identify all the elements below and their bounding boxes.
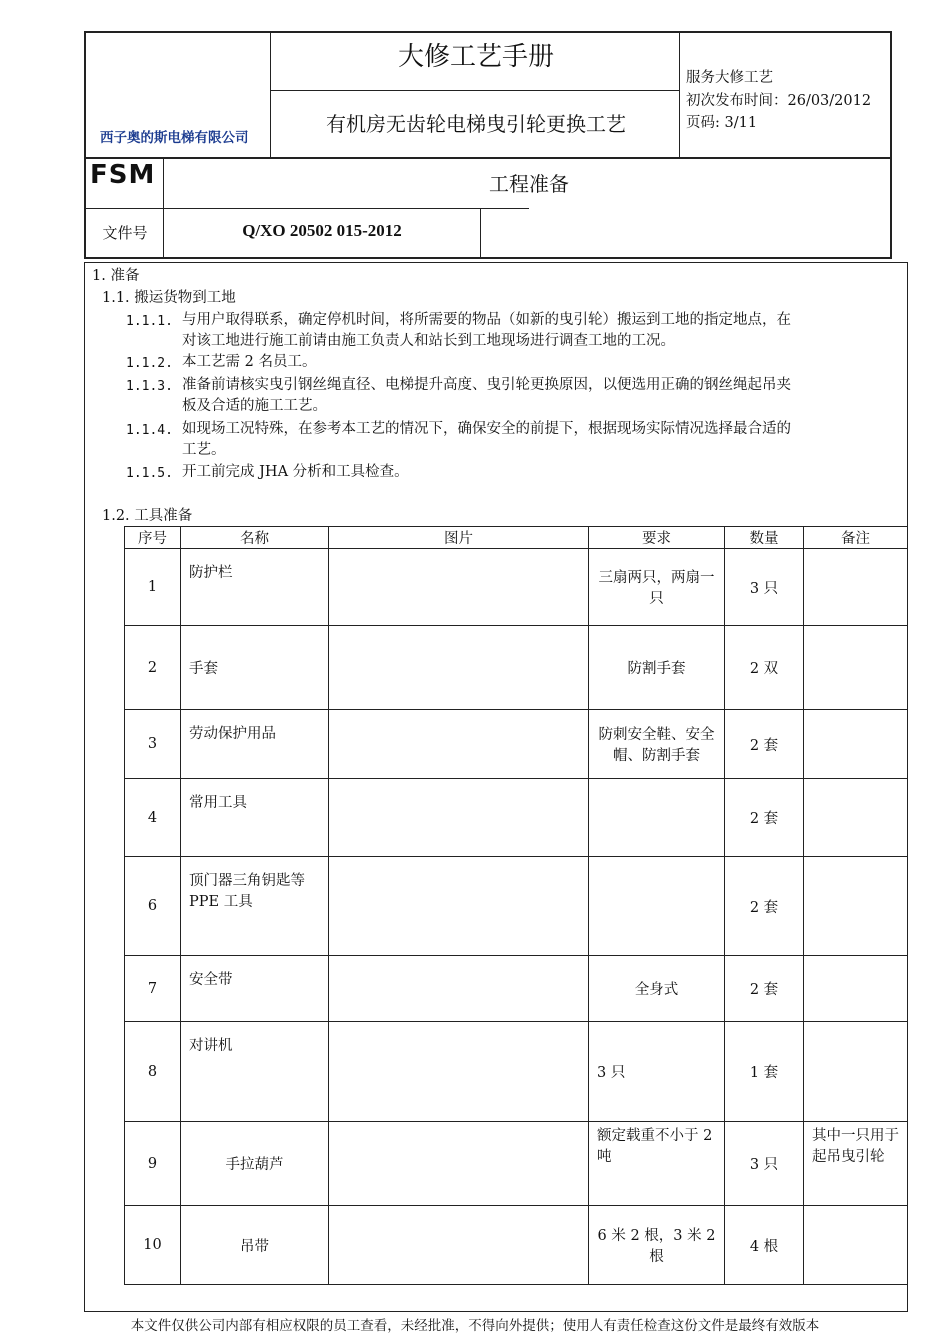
row-picture	[329, 779, 589, 857]
company-name: 西子奥的斯电梯有限公司	[100, 130, 249, 146]
row-picture	[329, 1206, 589, 1285]
heading-tools: 1.2. 工具准备	[102, 508, 193, 524]
row-note	[804, 779, 908, 857]
row-quantity: 4 根	[725, 1206, 804, 1285]
row-quantity: 3 只	[725, 1122, 804, 1206]
heading-preparation: 1. 准备	[92, 268, 140, 284]
col-header-quantity: 数量	[725, 527, 804, 549]
row-no: 4	[125, 779, 181, 857]
row-picture	[329, 956, 589, 1022]
row-name: 顶门器三角钥匙等 PPE 工具	[181, 857, 329, 956]
item-text: 开工前完成 JHA 分析和工具检查。	[182, 464, 409, 480]
row-no: 7	[125, 956, 181, 1022]
table-row	[125, 1022, 908, 1122]
doc-number: Q/XO 20502 015-2012	[242, 221, 402, 240]
table-row	[125, 779, 908, 857]
table-row	[125, 1122, 908, 1206]
row-name: 手套	[181, 626, 329, 710]
row-no: 10	[125, 1206, 181, 1285]
row-note	[804, 1022, 908, 1122]
table-row	[125, 626, 908, 710]
row-quantity: 2 套	[725, 857, 804, 956]
table-row	[125, 549, 908, 626]
table-row	[125, 1206, 908, 1285]
row-quantity: 2 套	[725, 710, 804, 779]
row-picture	[329, 857, 589, 956]
row-note	[804, 626, 908, 710]
row-no: 6	[125, 857, 181, 956]
col-header-note: 备注	[804, 527, 908, 549]
row-name: 手拉葫芦	[181, 1122, 329, 1206]
row-picture	[329, 626, 589, 710]
col-header-requirement: 要求	[589, 527, 725, 549]
row-no: 9	[125, 1122, 181, 1206]
meta-publish-date: 初次发布时间：26/03/2012	[686, 93, 872, 109]
row-requirement: 防割手套	[589, 626, 725, 710]
row-quantity: 2 双	[725, 626, 804, 710]
row-requirement	[589, 857, 725, 956]
row-quantity: 2 套	[725, 956, 804, 1022]
row-quantity: 3 只	[725, 549, 804, 626]
row-no: 2	[125, 626, 181, 710]
row-name: 常用工具	[181, 779, 329, 857]
tools-table	[124, 526, 908, 1285]
row-note	[804, 956, 908, 1022]
row-note	[804, 857, 908, 956]
row-name: 劳动保护用品	[181, 710, 329, 779]
row-requirement: 全身式	[589, 956, 725, 1022]
process-title: 有机房无齿轮电梯曳引轮更换工艺	[326, 112, 626, 136]
row-note	[804, 1206, 908, 1285]
table-row	[125, 857, 908, 956]
row-no: 1	[125, 549, 181, 626]
item-text: 本工艺需 2 名员工。	[182, 354, 317, 370]
col-header-picture: 图片	[329, 527, 589, 549]
row-note	[804, 549, 908, 626]
row-picture	[329, 1122, 589, 1206]
row-name: 防护栏	[181, 549, 329, 626]
row-requirement: 6 米 2 根，3 米 2 根	[589, 1206, 725, 1285]
row-quantity: 2 套	[725, 779, 804, 857]
meta-page-number: 页码: 3/11	[686, 115, 758, 131]
row-no: 3	[125, 710, 181, 779]
row-name: 吊带	[181, 1206, 329, 1285]
row-note: 其中一只用于起吊曳引轮	[804, 1122, 908, 1206]
row-picture	[329, 1022, 589, 1122]
row-note	[804, 710, 908, 779]
manual-title: 大修工艺手册	[397, 42, 554, 72]
section-title: 工程准备	[489, 172, 569, 196]
row-requirement: 防刺安全鞋、安全帽、防割手套	[589, 710, 725, 779]
row-picture	[329, 549, 589, 626]
item-text: 与用户取得联系，确定停机时间，将所需要的物品（如新的曳引轮）搬运到工地的指定地点，在	[182, 312, 791, 328]
item-number: 1.1.1.	[126, 314, 173, 329]
item-text-cont: 板及合适的施工工艺。	[182, 398, 327, 414]
col-header-no: 序号	[125, 527, 181, 549]
row-requirement: 额定载重不小于 2 吨	[589, 1122, 725, 1206]
item-text-cont: 工艺。	[182, 442, 226, 458]
footer-notice: 本文件仅供公司内部有相应权限的员工查看，未经批准，不得向外提供；使用人有责任检查这份文件是最终有效版本	[130, 1318, 820, 1334]
item-text: 准备前请核实曳引钢丝绳直径、电梯提升高度、曳引轮更换原因，以便选用正确的钢丝绳起吊夹	[182, 377, 791, 393]
item-text-cont: 对该工地进行施工前请由施工负责人和站长到工地现场进行调查工地的工况。	[182, 333, 675, 349]
row-no: 8	[125, 1022, 181, 1122]
row-name: 对讲机	[181, 1022, 329, 1122]
item-number: 1.1.2.	[126, 356, 173, 371]
item-number: 1.1.3.	[126, 379, 173, 394]
table-row	[125, 956, 908, 1022]
row-requirement	[589, 779, 725, 857]
heading-transport-text: 1.1. 搬运货物到工地	[102, 290, 236, 306]
item-number: 1.1.4.	[126, 423, 173, 438]
row-requirement: 三扇两只，两扇一只	[589, 549, 725, 626]
col-header-name: 名称	[181, 527, 329, 549]
doc-number-label: 文件号	[102, 224, 148, 242]
fsm-label: FSM	[90, 160, 156, 190]
table-header-row	[125, 527, 908, 549]
item-number: 1.1.5.	[126, 466, 173, 481]
table-row	[125, 710, 908, 779]
row-name: 安全带	[181, 956, 329, 1022]
meta-category: 服务大修工艺	[686, 70, 773, 86]
row-quantity: 1 套	[725, 1022, 804, 1122]
row-picture	[329, 710, 589, 779]
item-text: 如现场工况特殊，在参考本工艺的情况下，确保安全的前提下，根据现场实际情况选择最合适的	[182, 421, 791, 437]
row-requirement: 3 只	[589, 1022, 725, 1122]
